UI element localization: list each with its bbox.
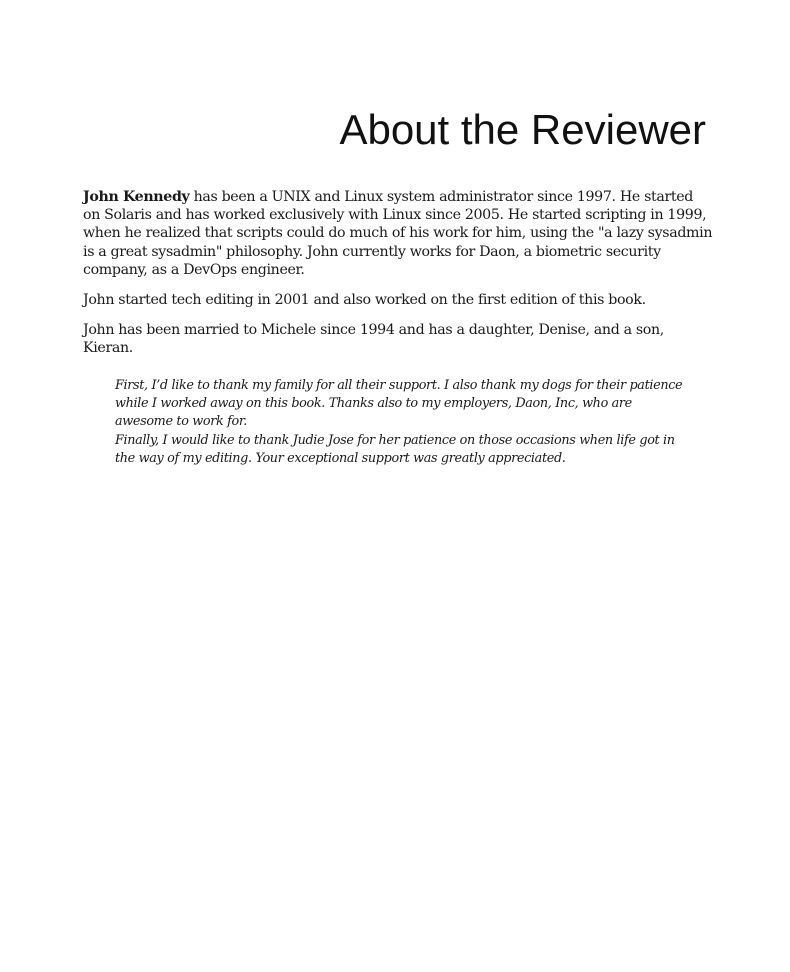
acknowledgement-paragraph-1: First, I’d like to thank my family for all their support. I also thank my dogs for their patience while I worked away on this book. Thanks also to my employers, Daon, Inc, who are awesome to work for.	[115, 377, 683, 430]
acknowledgements	[115, 377, 690, 468]
bio-intro-text: has been a UNIX and Linux system administrator since 1997. He started on Solaris and has worked exclusively with Linux since 2005. He started scripting in 1999, when he realized that scripts could do much of his work for him, using the "a lazy sysadmin is a great sysadmin" philosophy. John currently works for Daon, a biometric security company, as a DevOps engineer.	[83, 189, 713, 278]
bio-paragraph-editing: John started tech editing in 2001 and also worked on the first edition of this book.	[83, 292, 646, 309]
bio-paragraph-intro	[83, 188, 713, 279]
page-title: About the Reviewer	[339, 106, 706, 153]
reviewer-bio	[83, 188, 713, 468]
bio-paragraph-family: John has been married to Michele since 1994 and has a daughter, Denise, and a son, Kieran.	[83, 322, 664, 357]
reviewer-name: John Kennedy	[83, 189, 190, 205]
acknowledgement-paragraph-2: Finally, I would like to thank Judie Jose for her patience on those occasions when life got in the way of my editing. Your exceptional support was greatly appreciated.	[115, 432, 675, 466]
